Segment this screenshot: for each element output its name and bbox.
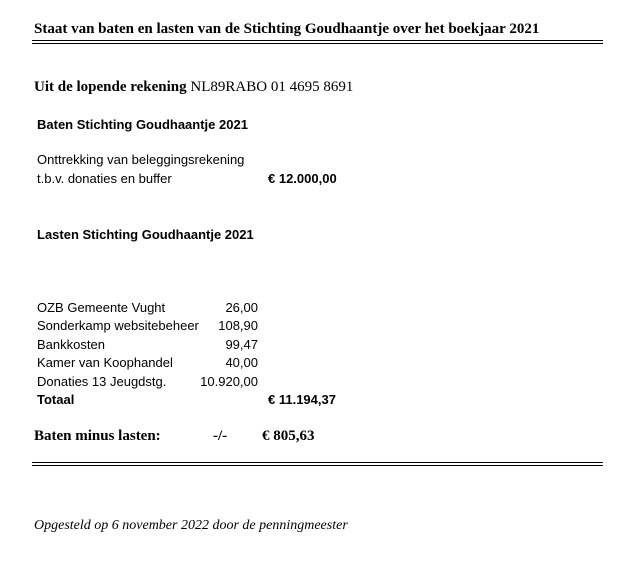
top-divider-double xyxy=(32,43,603,44)
list-item-label: Sonderkamp websitebeheer xyxy=(37,318,199,333)
list-item-label: OZB Gemeente Vught xyxy=(37,300,166,315)
list-item-value: 26,00 xyxy=(225,300,258,315)
total-amount: € 11.194,37 xyxy=(268,392,336,407)
total-label: Totaal xyxy=(37,392,75,407)
result-amount: € 805,63 xyxy=(262,428,315,444)
baten-description-line1: Onttrekking van beleggingsrekening xyxy=(37,152,245,167)
footer-note: Opgesteld op 6 november 2022 door de penningmeester xyxy=(34,518,348,533)
list-item-value: 108,90 xyxy=(218,318,258,333)
bottom-divider-double xyxy=(32,465,603,466)
result-sign: -/- xyxy=(213,428,228,444)
top-divider xyxy=(32,40,603,41)
result-label: Baten minus lasten: xyxy=(34,428,161,444)
list-item-label: Donaties 13 Jeugdstg. xyxy=(37,374,167,389)
account-line xyxy=(34,79,353,96)
list-item-value: 40,00 xyxy=(225,355,258,370)
list-item-label: Bankkosten xyxy=(37,337,105,352)
bottom-divider xyxy=(32,462,603,463)
account-iban: NL89RABO 01 4695 8691 xyxy=(190,79,354,95)
list-item-label: Kamer van Koophandel xyxy=(37,355,173,370)
list-item-value: 99,47 xyxy=(225,337,258,352)
lasten-heading: Lasten Stichting Goudhaantje 2021 xyxy=(37,227,254,242)
account-label: Uit de lopende rekening xyxy=(34,79,187,95)
baten-description-line2: t.b.v. donaties en buffer xyxy=(37,171,172,186)
baten-amount: € 12.000,00 xyxy=(268,171,337,186)
page-title: Staat van baten en lasten van de Stichting Goudhaantje over het boekjaar 2021 xyxy=(34,21,540,37)
baten-heading: Baten Stichting Goudhaantje 2021 xyxy=(37,117,248,132)
list-item-value: 10.920,00 xyxy=(200,374,258,389)
